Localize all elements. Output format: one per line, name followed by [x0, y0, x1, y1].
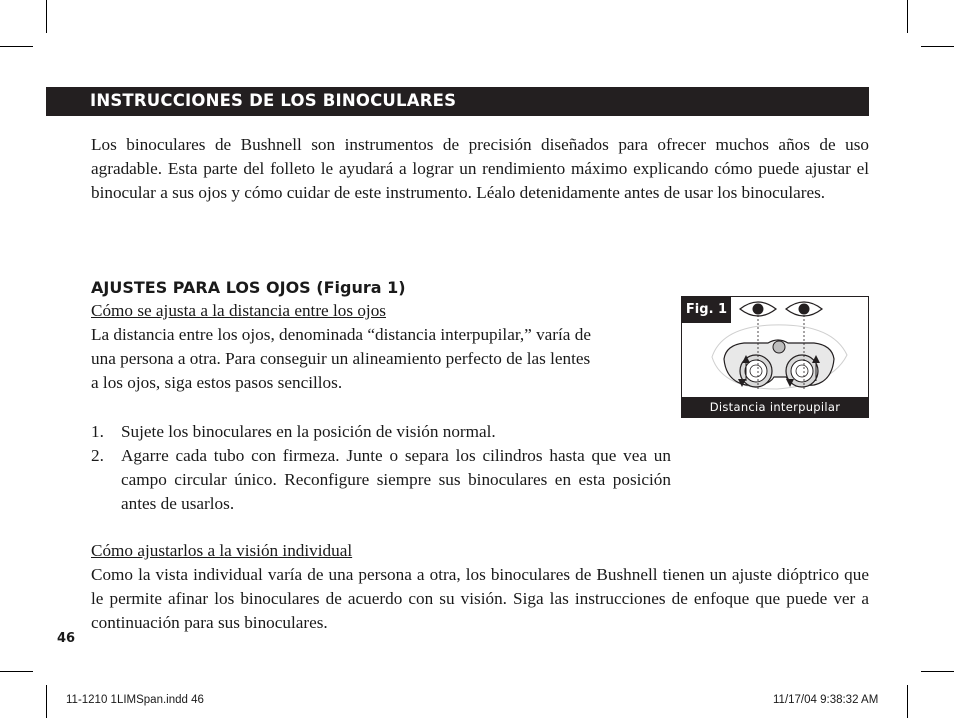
paragraph-line: a los ojos, siga estos pasos sencillos. — [91, 373, 343, 392]
crop-mark — [0, 671, 33, 672]
crop-mark — [46, 0, 47, 33]
steps-list — [91, 420, 671, 516]
interpupillary-subheading: Cómo se ajusta a la distancia entre los ojos — [91, 301, 386, 320]
intro-paragraph: Los binoculares de Bushnell son instrumentos de precisión diseñados para ofrecer muchos años de uso agradable. Esta parte del folleto le ayudará a lograr un rendimiento máximo explicando cómo puede ajustar el binocular a sus ojos y cómo cuidar de este instrumento. Léalo detenidamente antes de usar los binoculares. — [91, 135, 869, 202]
crop-mark — [907, 0, 908, 33]
paragraph-line: una persona a otra. Para conseguir un alineamiento perfecto de las lentes — [91, 349, 591, 368]
list-item — [91, 444, 671, 516]
timestamp-slug: 11/17/04 9:38:32 AM — [773, 694, 879, 706]
figure-caption: Distancia interpupilar — [682, 397, 868, 417]
crop-mark — [46, 685, 47, 718]
figure-label: Fig. 1 — [682, 297, 731, 323]
section-header-bar — [46, 87, 869, 116]
eye-icon — [786, 302, 822, 316]
eye-icon — [740, 302, 776, 316]
step-number: 2. — [91, 446, 104, 465]
eye-adjustments-heading: AJUSTES PARA LOS OJOS (Figura 1) — [91, 278, 406, 297]
crop-mark — [0, 46, 33, 47]
step-text: Agarre cada tubo con firmeza. Junte o separa los cilindros hasta que vea un campo circular único. Reconfigure siempre sus binoculares en esta posición antes de usarlos. — [121, 446, 671, 513]
step-number: 1. — [91, 422, 104, 441]
step-text: Sujete los binoculares en la posición de visión normal. — [121, 422, 496, 441]
page-number: 46 — [57, 631, 76, 646]
diopter-paragraph: Como la vista individual varía de una persona a otra, los binoculares de Bushnell tienen un ajuste dióptrico que le permite afinar los binoculares de acuerdo con su visión. Siga las instrucciones de enfoque que puede ver a continuación para sus binoculares. — [91, 565, 869, 632]
section-header-title: INSTRUCCIONES DE LOS BINOCULARES — [90, 91, 457, 110]
crop-mark — [921, 46, 954, 47]
diopter-subheading: Cómo ajustarlos a la visión individual — [91, 541, 353, 560]
list-item — [91, 420, 671, 444]
interpupillary-paragraph — [91, 323, 656, 395]
paragraph-line: La distancia entre los ojos, denominada “distancia interpupilar,” varía de — [91, 325, 591, 344]
crop-mark — [907, 685, 908, 718]
file-slug: 11-1210 1LIMSpan.indd 46 — [66, 694, 204, 706]
crop-mark — [921, 671, 954, 672]
figure-1 — [681, 296, 869, 418]
